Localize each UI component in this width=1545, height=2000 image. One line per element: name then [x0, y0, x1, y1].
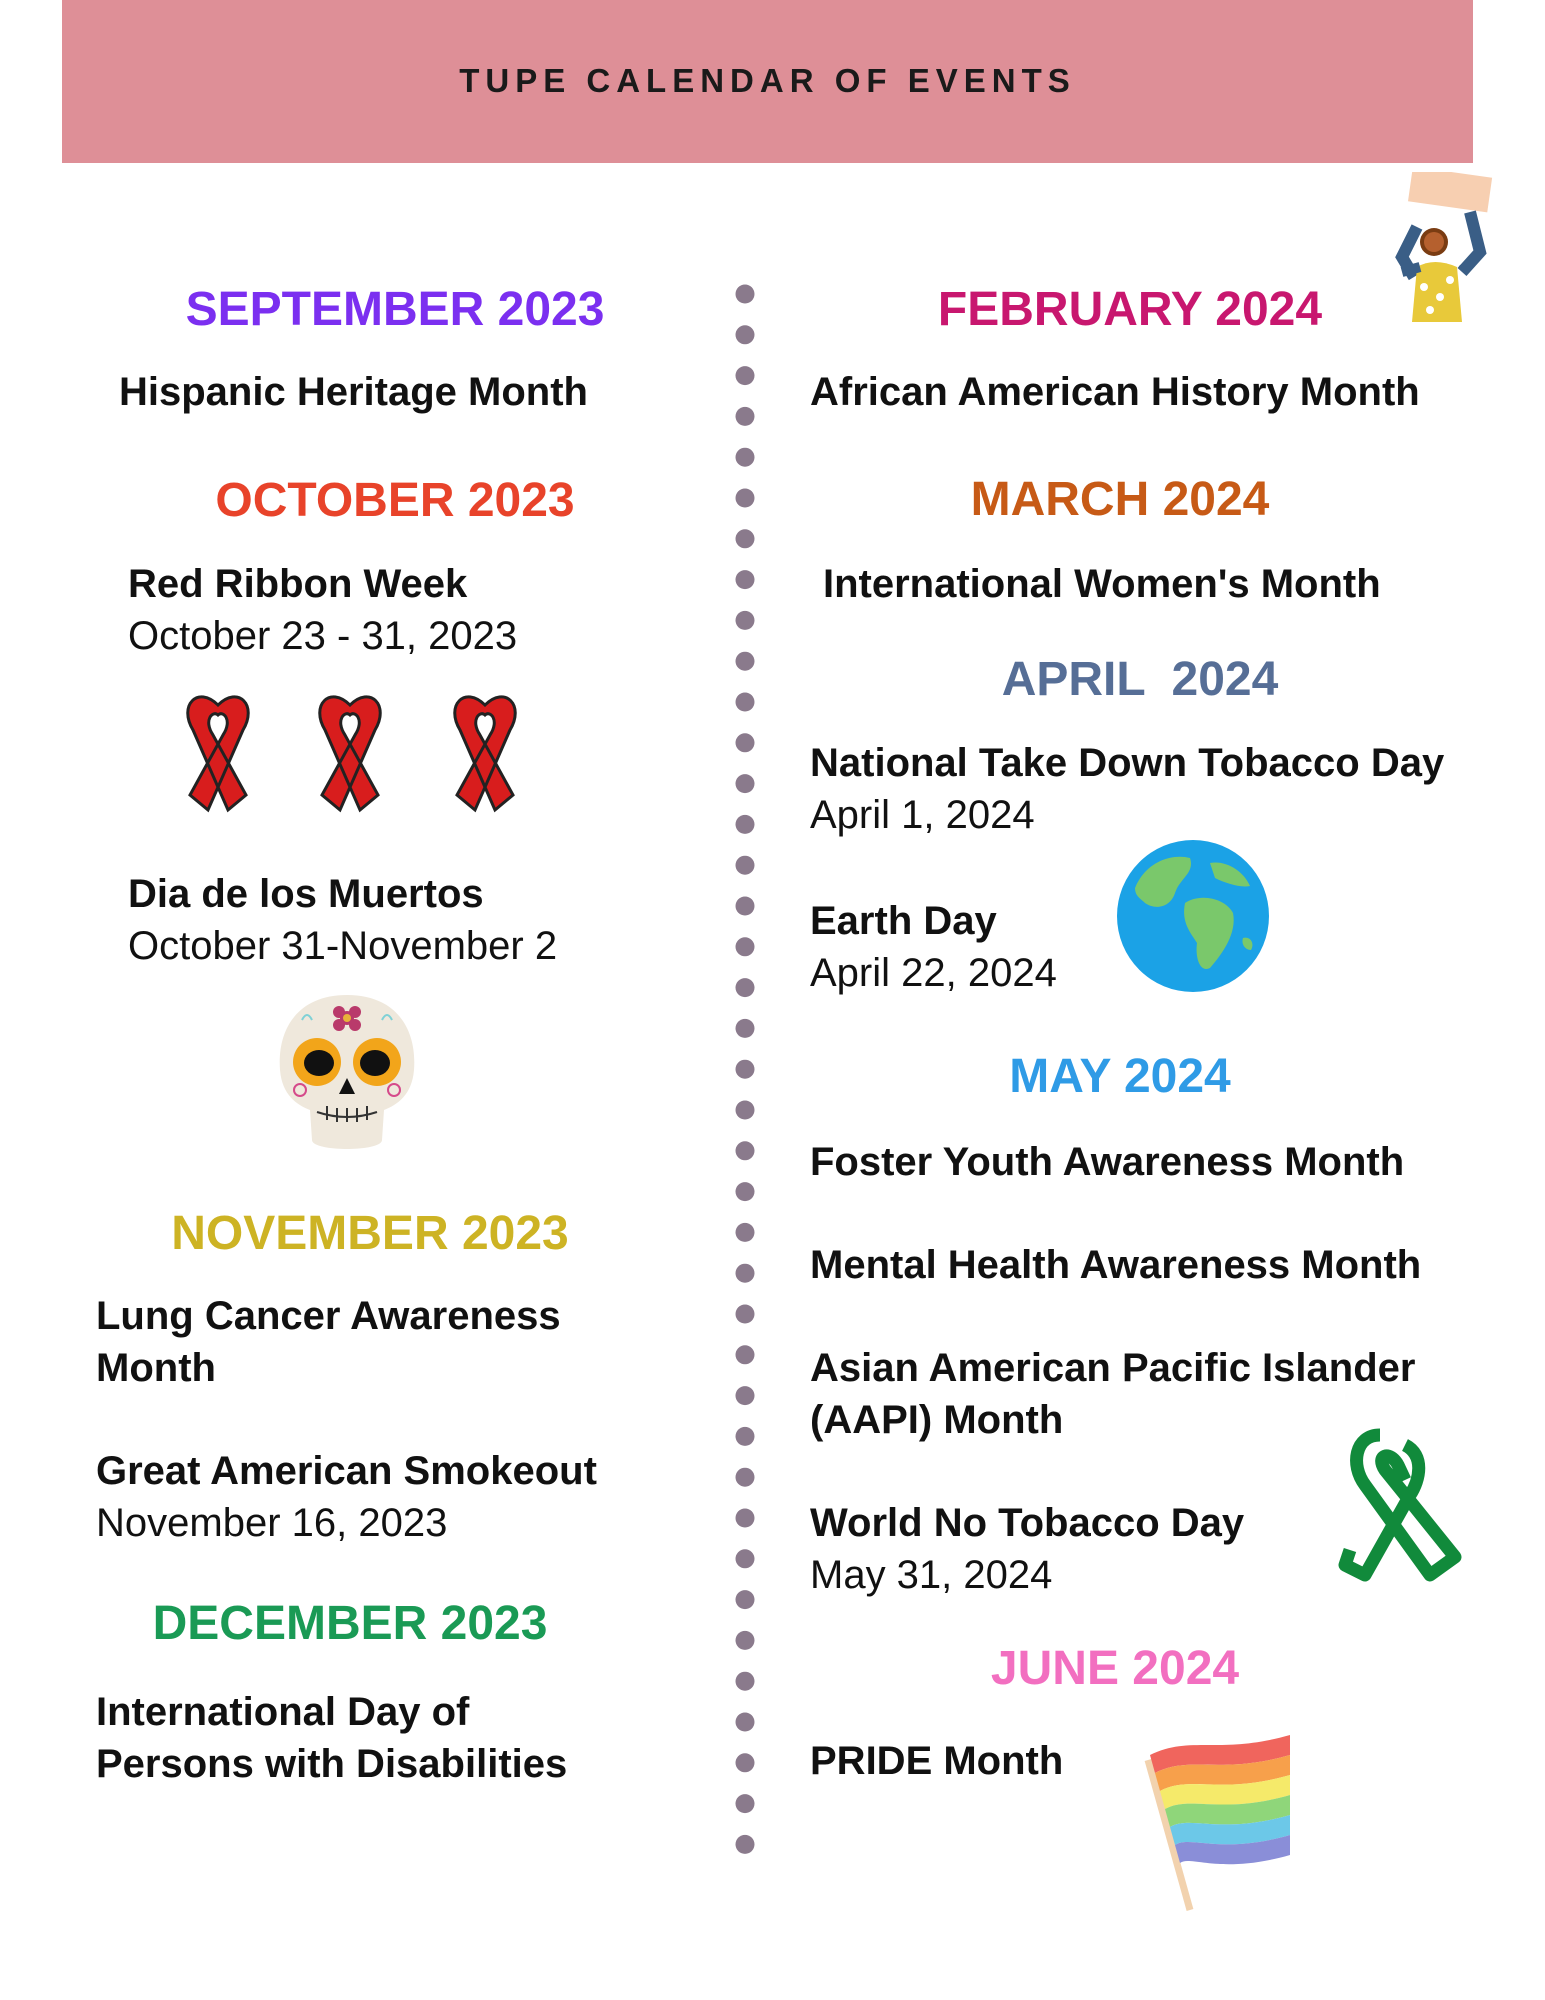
green-ribbon-icon: [1330, 1425, 1470, 1595]
event-title: Earth Day: [810, 899, 997, 943]
divider-dot: [736, 1753, 755, 1772]
month-heading-february: FEBRUARY 2024: [937, 283, 1323, 336]
month-heading-december: DECEMBER 2023: [152, 1597, 548, 1650]
divider-dot: [736, 693, 755, 712]
divider-dot: [736, 366, 755, 385]
divider-dot: [736, 407, 755, 426]
divider-dot: [736, 1386, 755, 1405]
divider-dot: [736, 978, 755, 997]
divider-dot: [736, 1549, 755, 1568]
divider-dot: [736, 489, 755, 508]
earth-globe-icon: [1115, 838, 1271, 994]
divider-dot: [736, 1672, 755, 1691]
divider-dot: [736, 1305, 755, 1324]
event-date: October 23 - 31, 2023: [128, 614, 518, 658]
divider-dot: [736, 733, 755, 752]
divider-dot: [736, 611, 755, 630]
divider-dot: [736, 1060, 755, 1079]
event-title: Foster Youth Awareness Month: [810, 1140, 1405, 1184]
month-heading-april: APRIL 2024: [1001, 653, 1279, 706]
divider-dot: [736, 1019, 755, 1038]
divider-dot: [736, 1794, 755, 1813]
divider-dot: [736, 1141, 755, 1160]
divider-dot: [736, 1223, 755, 1242]
divider-dot: [736, 285, 755, 304]
divider-dot: [736, 529, 755, 548]
event-title: Asian American Pacific Islander: [810, 1346, 1416, 1390]
divider-dot: [736, 1631, 755, 1650]
divider-dot: [736, 937, 755, 956]
event-title: PRIDE Month: [810, 1739, 1064, 1783]
red-ribbon-icon: [168, 685, 268, 820]
event-title: International Day of: [96, 1690, 470, 1734]
event-title: Great American Smokeout: [96, 1449, 597, 1493]
red-ribbon-icon: [300, 685, 400, 820]
divider-dot: [736, 856, 755, 875]
divider-dot: [736, 774, 755, 793]
divider-dot: [736, 1590, 755, 1609]
divider-dot: [736, 1509, 755, 1528]
month-heading-november: NOVEMBER 2023: [171, 1207, 569, 1260]
divider-dot: [736, 1835, 755, 1854]
month-heading-may: MAY 2024: [1009, 1050, 1231, 1103]
divider-dot: [736, 815, 755, 834]
event-title: International Women's Month: [823, 562, 1381, 606]
event-title: African American History Month: [810, 370, 1420, 414]
event-date: May 31, 2024: [810, 1553, 1053, 1597]
month-heading-october: OCTOBER 2023: [215, 474, 575, 527]
month-heading-june: JUNE 2024: [990, 1642, 1240, 1695]
divider-dot: [736, 1345, 755, 1364]
event-title: Dia de los Muertos: [128, 872, 484, 916]
divider-dot: [736, 325, 755, 344]
divider-dot: [736, 448, 755, 467]
event-title: Persons with Disabilities: [96, 1742, 568, 1786]
divider-dot: [736, 570, 755, 589]
divider-dot: [736, 1264, 755, 1283]
divider-dot: [736, 1713, 755, 1732]
event-title: National Take Down Tobacco Day: [810, 741, 1445, 785]
header-banner: [62, 0, 1473, 163]
divider-dot: [736, 1101, 755, 1120]
rainbow-flag-icon: [1130, 1715, 1300, 1915]
divider-dot: [736, 1468, 755, 1487]
event-title: Hispanic Heritage Month: [119, 370, 588, 414]
event-date: April 22, 2024: [810, 951, 1057, 995]
event-title: World No Tobacco Day: [810, 1501, 1245, 1545]
event-title: Red Ribbon Week: [128, 562, 468, 606]
month-heading-september: SEPTEMBER 2023: [185, 283, 605, 336]
event-title: Mental Health Awareness Month: [810, 1243, 1422, 1287]
event-title: (AAPI) Month: [810, 1398, 1064, 1442]
divider-dot: [736, 652, 755, 671]
divider-dot: [736, 897, 755, 916]
event-date: October 31-November 2: [128, 924, 558, 968]
divider-dot: [736, 1182, 755, 1201]
event-date: November 16, 2023: [96, 1501, 448, 1545]
sugar-skull-icon: [272, 990, 422, 1160]
page-title: TUPE CALENDAR OF EVENTS: [459, 61, 1076, 99]
divider-dot: [736, 1427, 755, 1446]
red-ribbon-icon: [435, 685, 535, 820]
dotted-divider: [734, 284, 756, 1859]
month-heading-march: MARCH 2024: [970, 473, 1270, 526]
event-title: Month: [96, 1346, 216, 1390]
event-title: Lung Cancer Awareness: [96, 1294, 561, 1338]
event-date: April 1, 2024: [810, 793, 1035, 837]
